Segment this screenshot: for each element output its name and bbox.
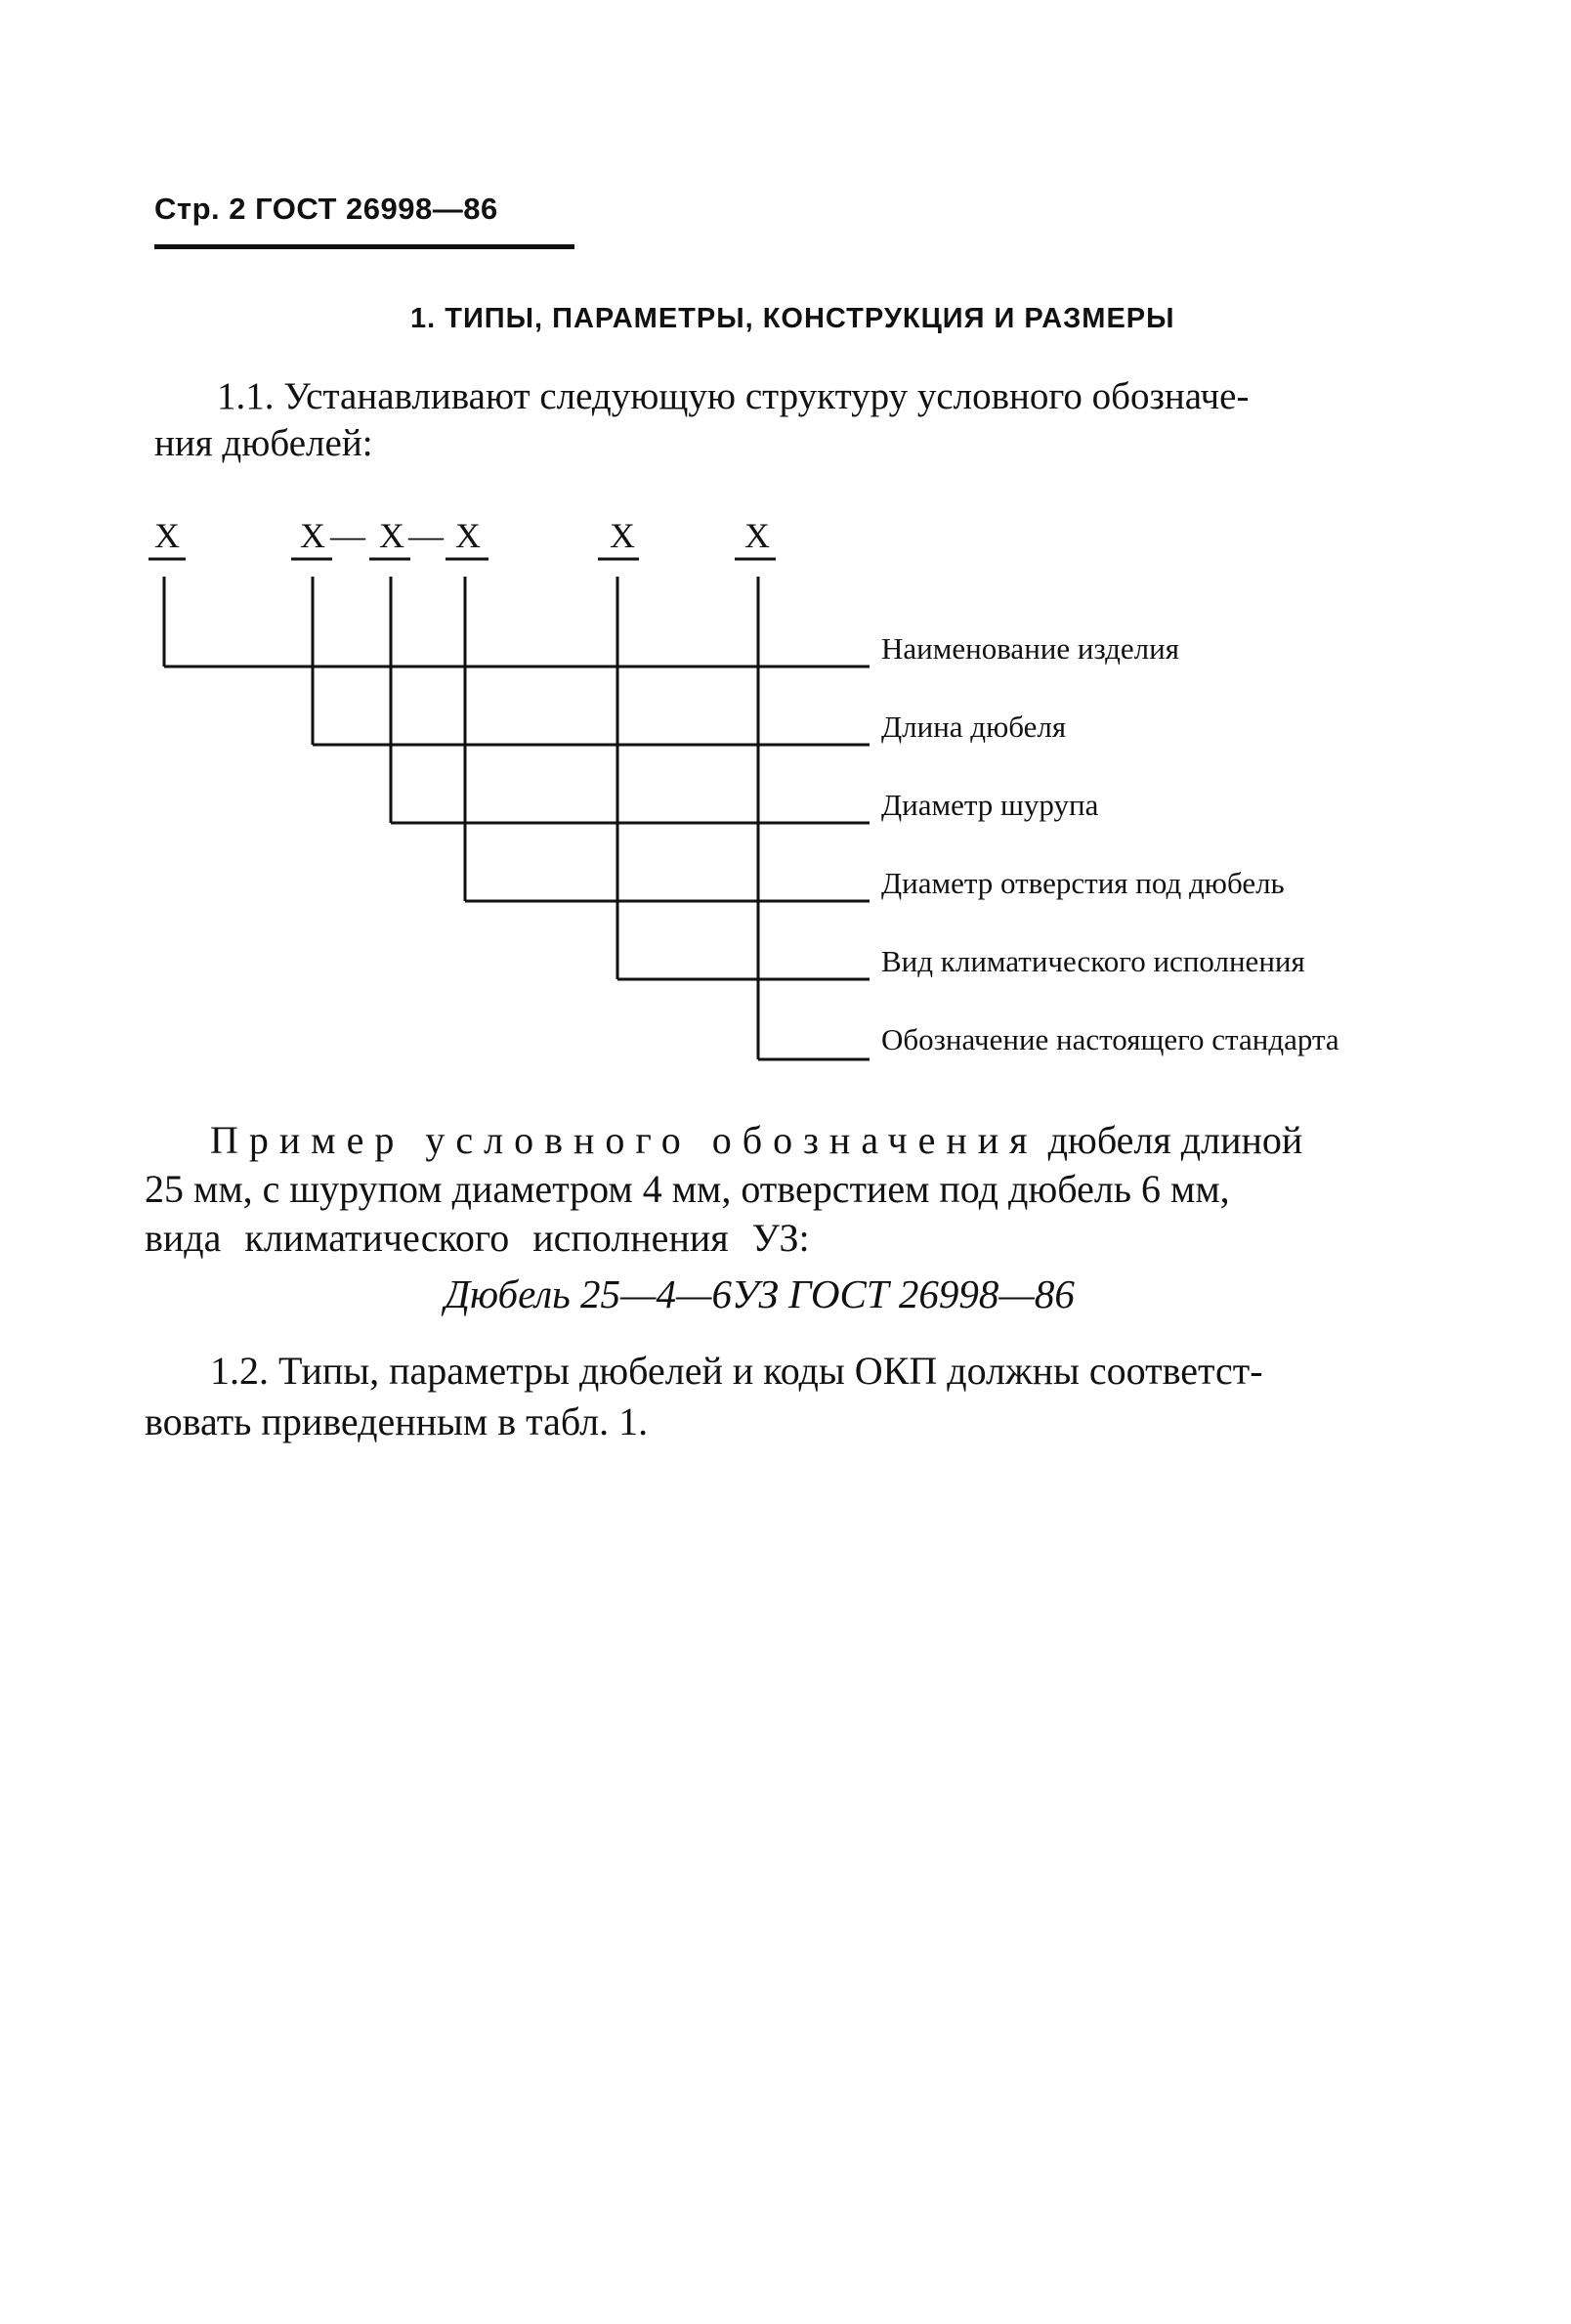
clause-1-2-line2: вовать приведенным в табл. 1. [145, 1399, 649, 1443]
scheme-symbol-climate: X [610, 516, 635, 555]
section-title: 1. ТИПЫ, ПАРАМЕТРЫ, КОНСТРУКЦИЯ И РАЗМЕРЫ [410, 303, 1175, 334]
scheme-dash: — [330, 516, 365, 555]
example-designation: Дюбель 25—4—6УЗ ГОСТ 26998—86 [445, 1271, 1075, 1316]
page-header: Стр. 2 ГОСТ 26998—86 [154, 192, 498, 226]
scheme-symbol-hole: X [455, 516, 481, 555]
example-line2: 25 мм, с шурупом диаметром 4 мм, отверстием под дюбель 6 мм, [145, 1167, 1230, 1211]
clause-1-2-line1: 1.2. Типы, параметры дюбелей и коды ОКП должны соответст- [210, 1349, 1263, 1393]
scheme-lines [149, 559, 870, 1059]
designation-scheme [0, 0, 1571, 1095]
scheme-symbol-name: X [154, 516, 180, 555]
example-line1-rest: дюбеля длиной [1047, 1118, 1303, 1162]
scheme-symbol-screw: X [379, 516, 404, 555]
scheme-desc-standard: Обозначение настоящего стандарта [881, 1022, 1339, 1056]
example-line1 [210, 1116, 1302, 1165]
scheme-symbol-standard: X [744, 516, 770, 555]
example-line3: вида климатического исполнения УЗ: [145, 1216, 810, 1260]
scheme-symbol-length: X [300, 516, 325, 555]
scheme-desc-hole: Диаметр отверстия под дюбель [881, 866, 1285, 900]
clause-1-1-line1: 1.1. Устанавливают следующую структуру условного обозначе- [217, 375, 1250, 417]
scheme-desc-screw: Диаметр шурупа [881, 788, 1099, 822]
clause-1-1-line2: ния дюбелей: [154, 422, 373, 464]
scheme-desc-climate: Вид климатического исполнения [881, 944, 1305, 978]
scheme-dash: — [408, 516, 444, 555]
scheme-desc-name: Наименование изделия [881, 631, 1180, 666]
example-spaced-lead: Пример условного обозначения [210, 1118, 1039, 1162]
scheme-desc-length: Длина дюбеля [881, 710, 1067, 744]
